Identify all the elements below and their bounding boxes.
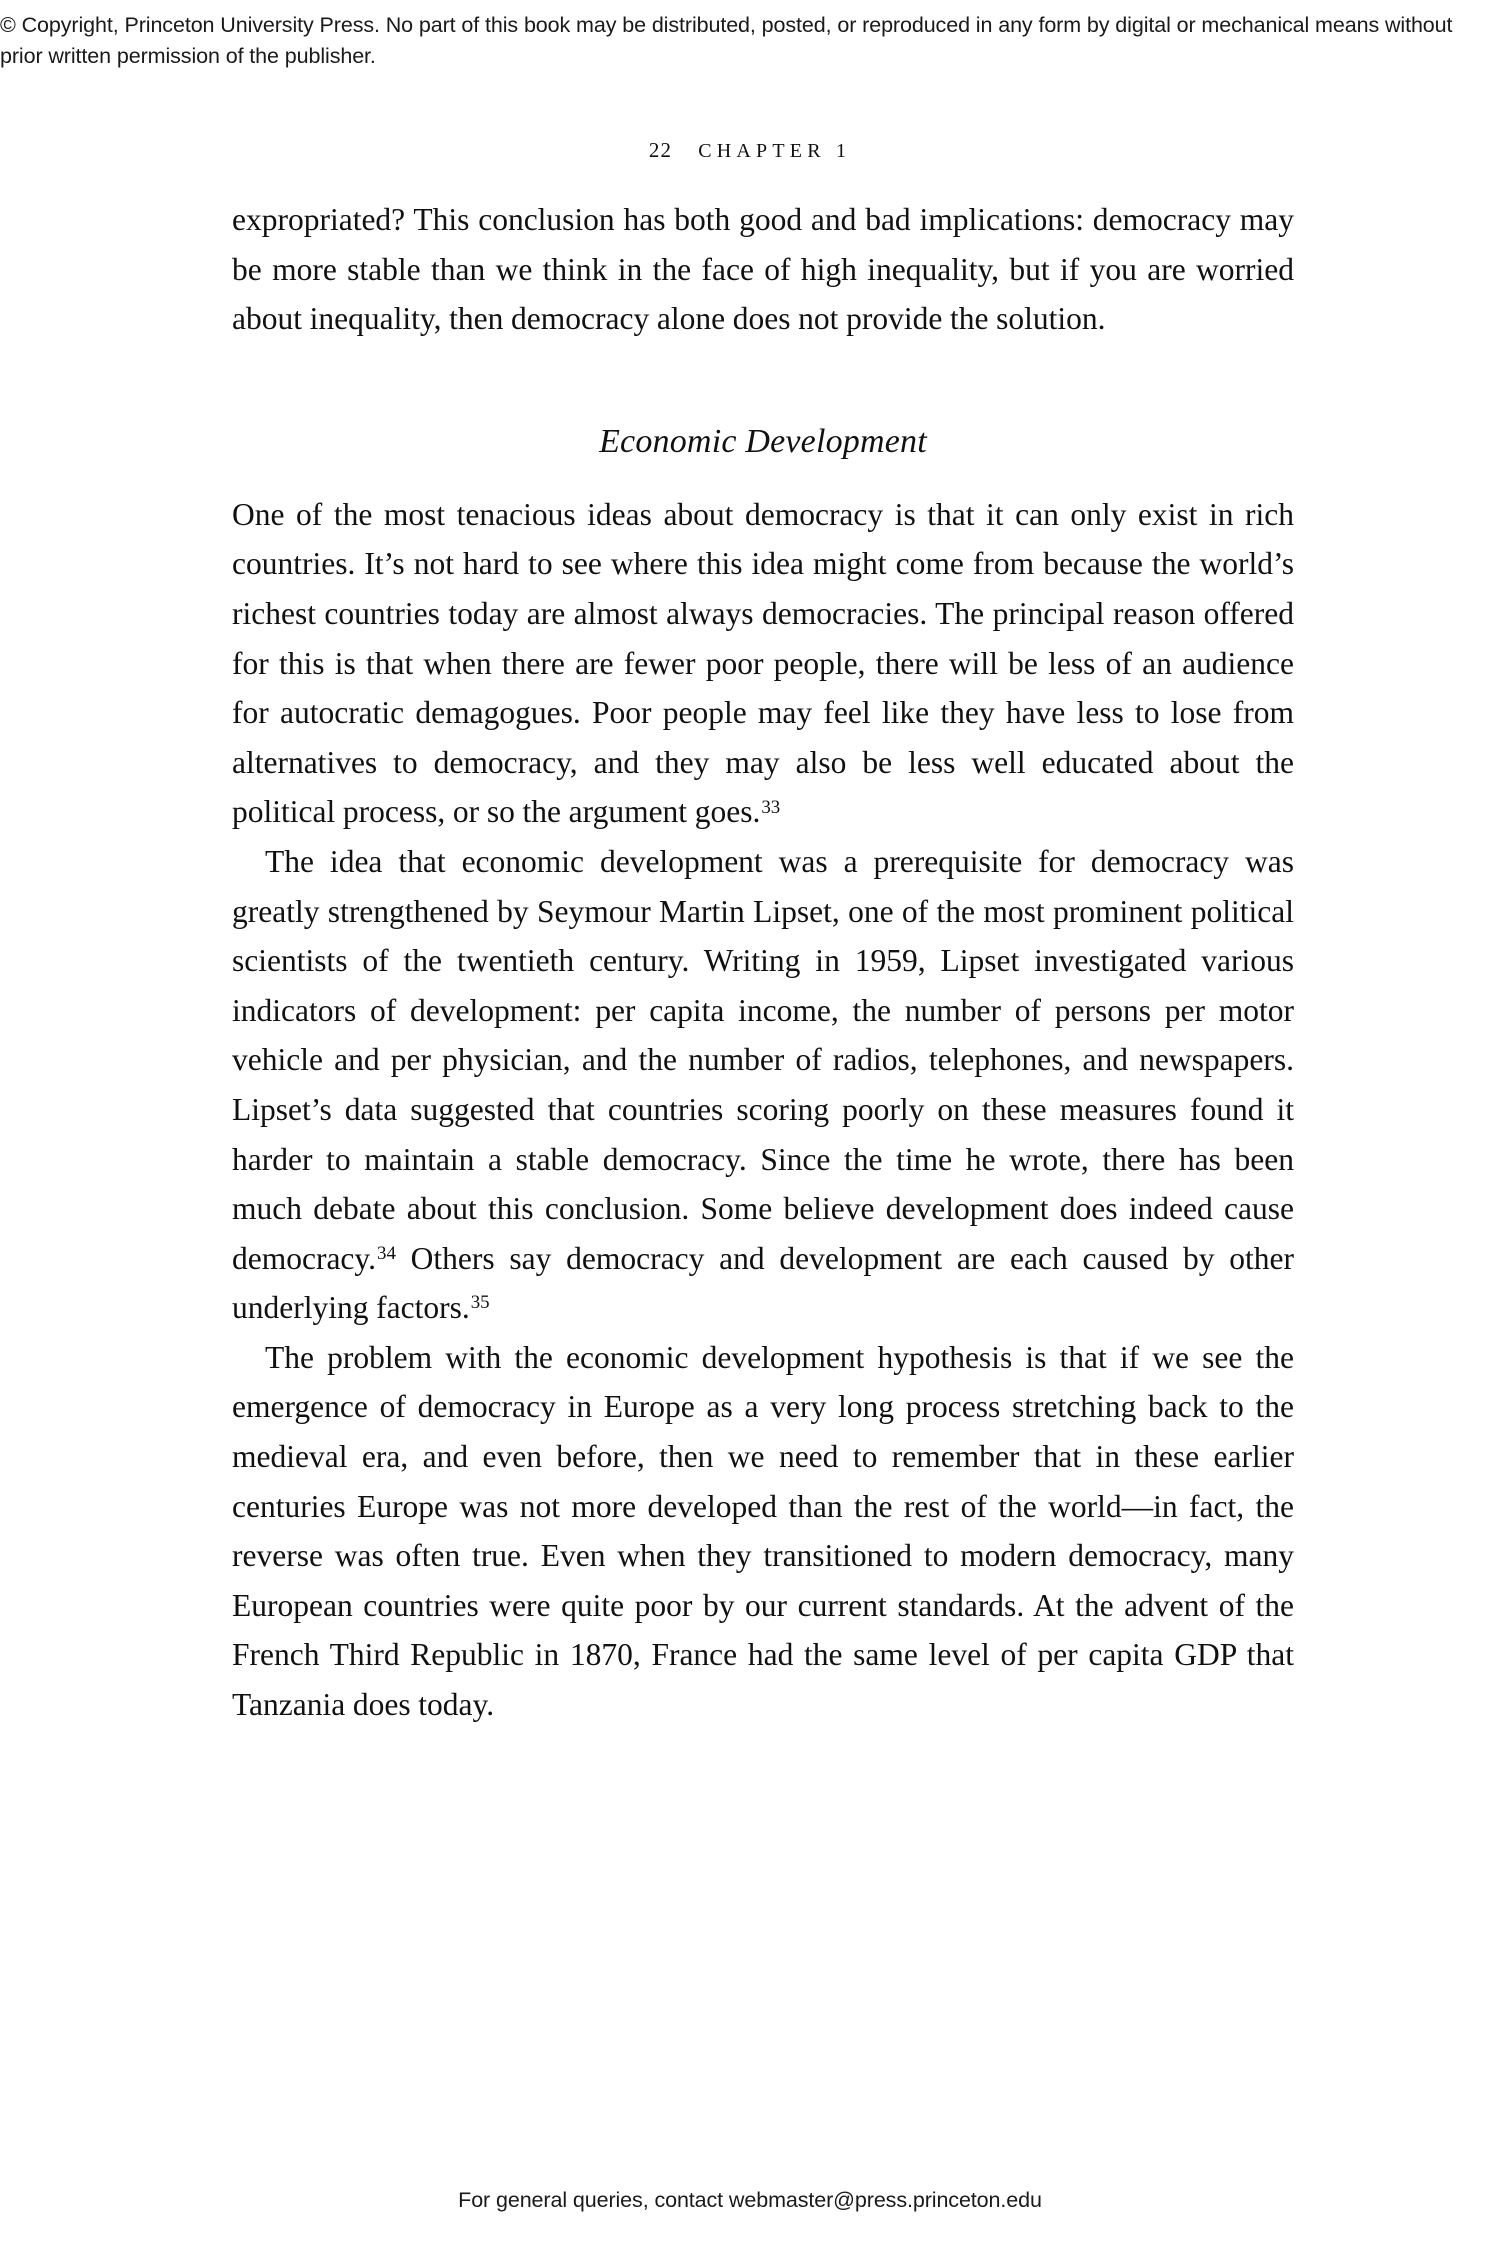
copyright-notice-text: © Copyright, Princeton University Press. No part of this book may be distributed, posted, or reproduced in any form by digital or mechanical means without prior written permission of the publisher. [0,13,1453,68]
paragraph-lipset-text-b: Others say democracy and development are each caused by other underlying factors. [232,1240,1294,1326]
paragraph-economic-intro-text: One of the most tenacious ideas about democracy is that it can only exist in rich countries. It’s not hard to see where this idea might come from because the world’s richest countries today are almost always democracies. The principal reason offered for this is that when there are fewer poor people, there will be less of an audience for autocratic demagogues. Poor people may feel like they have less to lose from alternatives to democracy, and they may also be less well educated about the political process, or so the argument goes. [232,496,1294,830]
paragraph-continued: expropriated? This conclusion has both good and bad implications: democracy may be more stable than we think in the face of high inequality, but if you are worried about inequality, then democracy alone does not provide the solution. [232,202,1294,337]
paragraph-economic-intro [232,490,1294,837]
heading-space-above [232,344,1294,420]
heading-space-below [232,464,1294,490]
running-head [0,138,1500,163]
section-heading: Economic Development [599,422,927,460]
footnote-marker-35[interactable]: 35 [470,1292,490,1314]
paragraph-lipset-text-a: The idea that economic development was a prerequisite for democracy was greatly strengthened by Seymour Martin Lipset, one of the most prominent political scientists of the twentieth century. Writing in 1959, Lipset investigated various indicators of development: per capita income, the number of persons per motor vehicle and per physician, and the number of radios, telephones, and newspapers. Lipset’s data suggested that countries scoring poorly on these measures found it harder to maintain a stable democracy. Since the time he wrote, there has been much debate about this conclusion. Some believe development does indeed cause democracy. [232,843,1294,1276]
chapter-label: CHAPTER 1 [698,140,852,162]
body-text-column [232,195,1294,1730]
paragraph-lipset [232,837,1294,1333]
footer-query-note: For general queries, contact webmaster@press.princeton.edu [458,2188,1042,2212]
copyright-notice [0,10,1500,72]
footnote-marker-33[interactable]: 33 [761,796,781,818]
paragraph-problem-hypothesis: The problem with the economic development hypothesis is that if we see the emergence of democracy in Europe as a very long process stretching back to the medieval era, and even before, then we need to remember that in these earlier centuries Europe was not more developed than the rest of the world—in fact, the reverse was often true. Even when they transitioned to modern democracy, many European countries were quite poor by our current standards. At the advent of the French Third Republic in 1870, France had the same level of per capita GDP that Tanzania does today. [232,1339,1294,1723]
footnote-marker-34[interactable]: 34 [377,1242,396,1264]
page-number: 22 [648,138,673,162]
